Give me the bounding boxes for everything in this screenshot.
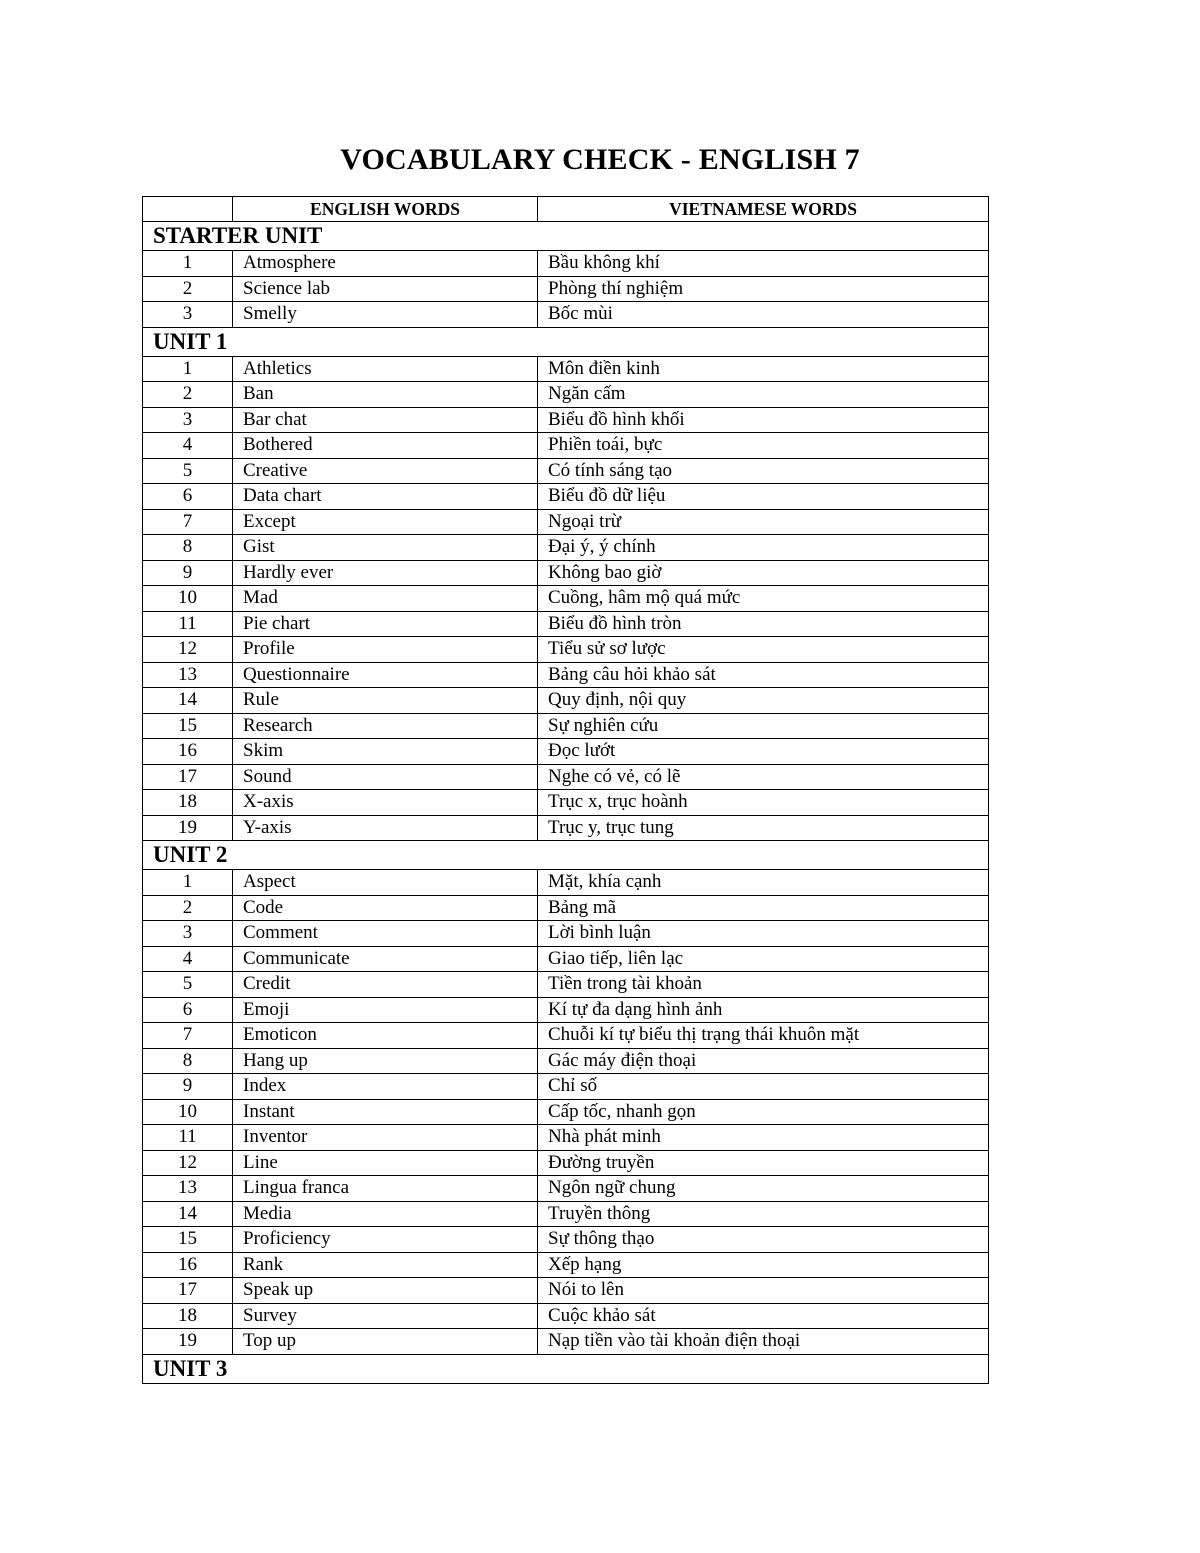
word-number: 5 (143, 972, 233, 998)
word-number: 2 (143, 895, 233, 921)
vietnamese-word: Đại ý, ý chính (538, 535, 989, 561)
table-row (143, 1023, 989, 1049)
english-word: Mad (233, 586, 538, 612)
table-row (143, 1125, 989, 1151)
vietnamese-word: Quy định, nội quy (538, 688, 989, 714)
word-number: 4 (143, 946, 233, 972)
vietnamese-word: Tiền trong tài khoản (538, 972, 989, 998)
english-word: X-axis (233, 790, 538, 816)
english-word: Hang up (233, 1048, 538, 1074)
vietnamese-word: Ngoại trừ (538, 509, 989, 535)
vietnamese-word: Nhà phát minh (538, 1125, 989, 1151)
vietnamese-word: Môn điền kinh (538, 356, 989, 382)
page-title: VOCABULARY CHECK - ENGLISH 7 (340, 143, 860, 176)
vietnamese-word: Biểu đồ hình tròn (538, 611, 989, 637)
word-number: 16 (143, 1252, 233, 1278)
word-number: 16 (143, 739, 233, 765)
english-word: Athletics (233, 356, 538, 382)
english-word: Hardly ever (233, 560, 538, 586)
word-number: 9 (143, 560, 233, 586)
word-number: 19 (143, 1329, 233, 1355)
english-word: Top up (233, 1329, 538, 1355)
english-word: Science lab (233, 276, 538, 302)
vietnamese-word: Trục x, trục hoành (538, 790, 989, 816)
table-row (143, 302, 989, 328)
english-word: Speak up (233, 1278, 538, 1304)
vietnamese-word: Bảng câu hỏi khảo sát (538, 662, 989, 688)
word-number: 6 (143, 484, 233, 510)
table-row (143, 739, 989, 765)
table-row (143, 1227, 989, 1253)
word-number: 9 (143, 1074, 233, 1100)
vietnamese-word: Đường truyền (538, 1150, 989, 1176)
table-row (143, 972, 989, 998)
english-word: Ban (233, 382, 538, 408)
table-row (143, 276, 989, 302)
word-number: 8 (143, 535, 233, 561)
vietnamese-word: Tiểu sử sơ lược (538, 637, 989, 663)
word-number: 18 (143, 790, 233, 816)
table-row (143, 407, 989, 433)
vietnamese-word: Biểu đồ hình khối (538, 407, 989, 433)
english-word: Media (233, 1201, 538, 1227)
word-number: 14 (143, 1201, 233, 1227)
word-number: 12 (143, 637, 233, 663)
english-word: Rank (233, 1252, 538, 1278)
table-row (143, 921, 989, 947)
table-row (143, 509, 989, 535)
word-number: 18 (143, 1303, 233, 1329)
vietnamese-word: Kí tự đa dạng hình ảnh (538, 997, 989, 1023)
table-row (143, 1150, 989, 1176)
word-number: 2 (143, 276, 233, 302)
vietnamese-word: Cuồng, hâm mộ quá mức (538, 586, 989, 612)
table-row (143, 662, 989, 688)
english-word: Pie chart (233, 611, 538, 637)
header-vietnamese-words: VIETNAMESE WORDS (538, 197, 989, 222)
header-english-words: ENGLISH WORDS (233, 197, 538, 222)
table-row (143, 484, 989, 510)
word-number: 13 (143, 1176, 233, 1202)
table-row (143, 382, 989, 408)
vietnamese-word: Trục y, trục tung (538, 815, 989, 841)
english-word: Line (233, 1150, 538, 1176)
section-row (143, 1354, 989, 1383)
vietnamese-word: Gác máy điện thoại (538, 1048, 989, 1074)
word-number: 7 (143, 509, 233, 535)
word-number: 17 (143, 1278, 233, 1304)
word-number: 3 (143, 407, 233, 433)
table-row (143, 815, 989, 841)
table-row (143, 1048, 989, 1074)
table-row (143, 1303, 989, 1329)
vietnamese-word: Mặt, khía cạnh (538, 870, 989, 896)
vietnamese-word: Bầu không khí (538, 251, 989, 277)
word-number: 8 (143, 1048, 233, 1074)
word-number: 10 (143, 586, 233, 612)
english-word: Lingua franca (233, 1176, 538, 1202)
section-title: UNIT 2 (143, 841, 989, 870)
table-row (143, 535, 989, 561)
english-word: Survey (233, 1303, 538, 1329)
table-row (143, 895, 989, 921)
vietnamese-word: Ngôn ngữ chung (538, 1176, 989, 1202)
english-word: Questionnaire (233, 662, 538, 688)
table-row (143, 713, 989, 739)
vietnamese-word: Không bao giờ (538, 560, 989, 586)
vocabulary-table (142, 196, 989, 1384)
table-row (143, 870, 989, 896)
vietnamese-word: Chuỗi kí tự biểu thị trạng thái khuôn mặt (538, 1023, 989, 1049)
english-word: Aspect (233, 870, 538, 896)
english-word: Proficiency (233, 1227, 538, 1253)
vietnamese-word: Sự nghiên cứu (538, 713, 989, 739)
section-row (143, 222, 989, 251)
english-word: Communicate (233, 946, 538, 972)
english-word: Data chart (233, 484, 538, 510)
table-header-row (143, 197, 989, 222)
word-number: 6 (143, 997, 233, 1023)
word-number: 1 (143, 870, 233, 896)
word-number: 3 (143, 302, 233, 328)
english-word: Profile (233, 637, 538, 663)
table-row (143, 586, 989, 612)
table-row (143, 1329, 989, 1355)
vietnamese-word: Cấp tốc, nhanh gọn (538, 1099, 989, 1125)
word-number: 11 (143, 611, 233, 637)
english-word: Emoticon (233, 1023, 538, 1049)
table-row (143, 1252, 989, 1278)
word-number: 1 (143, 251, 233, 277)
english-word: Gist (233, 535, 538, 561)
table-row (143, 251, 989, 277)
vietnamese-word: Xếp hạng (538, 1252, 989, 1278)
vietnamese-word: Nghe có vẻ, có lẽ (538, 764, 989, 790)
word-number: 5 (143, 458, 233, 484)
english-word: Sound (233, 764, 538, 790)
section-title: STARTER UNIT (143, 222, 989, 251)
vietnamese-word: Đọc lướt (538, 739, 989, 765)
english-word: Instant (233, 1099, 538, 1125)
english-word: Atmosphere (233, 251, 538, 277)
table-row (143, 764, 989, 790)
vietnamese-word: Nói to lên (538, 1278, 989, 1304)
vietnamese-word: Lời bình luận (538, 921, 989, 947)
table-row (143, 560, 989, 586)
english-word: Y-axis (233, 815, 538, 841)
english-word: Bothered (233, 433, 538, 459)
english-word: Research (233, 713, 538, 739)
vietnamese-word: Cuộc khảo sát (538, 1303, 989, 1329)
vietnamese-word: Phòng thí nghiệm (538, 276, 989, 302)
english-word: Smelly (233, 302, 538, 328)
table-row (143, 1278, 989, 1304)
table-row (143, 1176, 989, 1202)
header-number (143, 197, 233, 222)
section-row (143, 327, 989, 356)
vietnamese-word: Chỉ số (538, 1074, 989, 1100)
word-number: 2 (143, 382, 233, 408)
word-number: 1 (143, 356, 233, 382)
english-word: Code (233, 895, 538, 921)
vietnamese-word: Ngăn cấm (538, 382, 989, 408)
word-number: 15 (143, 713, 233, 739)
vocabulary-table-body (143, 197, 989, 1384)
table-row (143, 637, 989, 663)
word-number: 7 (143, 1023, 233, 1049)
vietnamese-word: Có tính sáng tạo (538, 458, 989, 484)
table-row (143, 1201, 989, 1227)
word-number: 17 (143, 764, 233, 790)
table-row (143, 1074, 989, 1100)
table-row (143, 688, 989, 714)
section-title: UNIT 1 (143, 327, 989, 356)
english-word: Rule (233, 688, 538, 714)
vietnamese-word: Nạp tiền vào tài khoản điện thoại (538, 1329, 989, 1355)
table-row (143, 1099, 989, 1125)
vietnamese-word: Biểu đồ dữ liệu (538, 484, 989, 510)
english-word: Emoji (233, 997, 538, 1023)
table-row (143, 433, 989, 459)
word-number: 13 (143, 662, 233, 688)
vietnamese-word: Giao tiếp, liên lạc (538, 946, 989, 972)
word-number: 12 (143, 1150, 233, 1176)
english-word: Except (233, 509, 538, 535)
vietnamese-word: Truyền thông (538, 1201, 989, 1227)
word-number: 4 (143, 433, 233, 459)
vietnamese-word: Bốc mùi (538, 302, 989, 328)
vietnamese-word: Bảng mã (538, 895, 989, 921)
table-row (143, 997, 989, 1023)
table-row (143, 611, 989, 637)
vietnamese-word: Sự thông thạo (538, 1227, 989, 1253)
english-word: Skim (233, 739, 538, 765)
english-word: Credit (233, 972, 538, 998)
section-title: UNIT 3 (143, 1354, 989, 1383)
table-row (143, 458, 989, 484)
english-word: Comment (233, 921, 538, 947)
section-row (143, 841, 989, 870)
word-number: 10 (143, 1099, 233, 1125)
english-word: Index (233, 1074, 538, 1100)
word-number: 3 (143, 921, 233, 947)
english-word: Creative (233, 458, 538, 484)
table-row (143, 946, 989, 972)
word-number: 15 (143, 1227, 233, 1253)
word-number: 11 (143, 1125, 233, 1151)
word-number: 19 (143, 815, 233, 841)
table-row (143, 356, 989, 382)
vietnamese-word: Phiền toái, bực (538, 433, 989, 459)
word-number: 14 (143, 688, 233, 714)
english-word: Bar chat (233, 407, 538, 433)
english-word: Inventor (233, 1125, 538, 1151)
table-row (143, 790, 989, 816)
